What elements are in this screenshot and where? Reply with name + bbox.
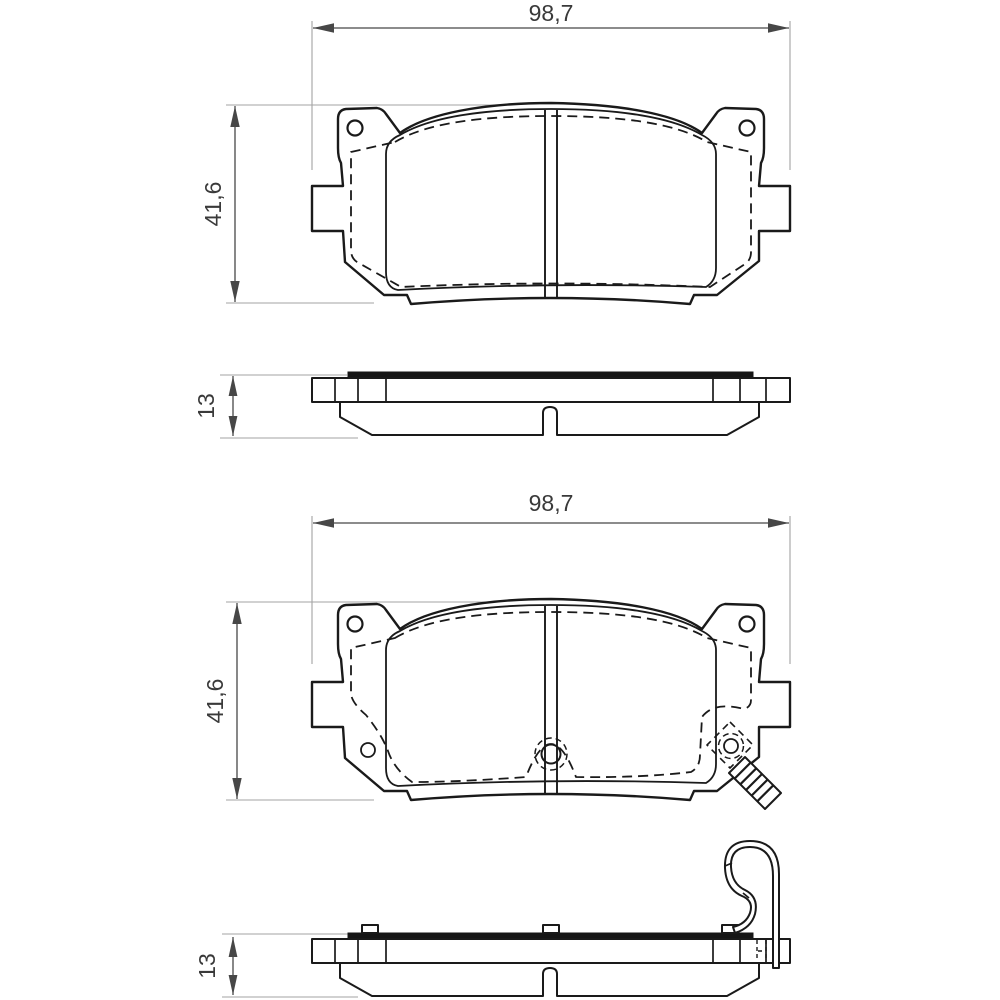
dim-label-thickness-2: 13 [194,953,220,979]
pad1-side-view [312,372,790,435]
pad1-side-profile [312,372,790,435]
pad2-side-profile [312,933,790,996]
dim-label-height-2: 41,6 [202,678,228,724]
wear-indicator-tab [729,757,781,809]
shim-retainer-tabs [362,925,738,933]
dim-label-thickness-1: 13 [193,393,219,419]
pad1-plate-outline [312,103,790,304]
pad2-front-view [312,599,790,809]
pad1-front-view [312,103,790,304]
dim-label-width-2: 98,7 [528,490,574,516]
dim-label-width-1: 98,7 [528,0,574,26]
pad2-side-view [312,841,790,996]
dim-label-height-1: 41,6 [200,181,226,227]
